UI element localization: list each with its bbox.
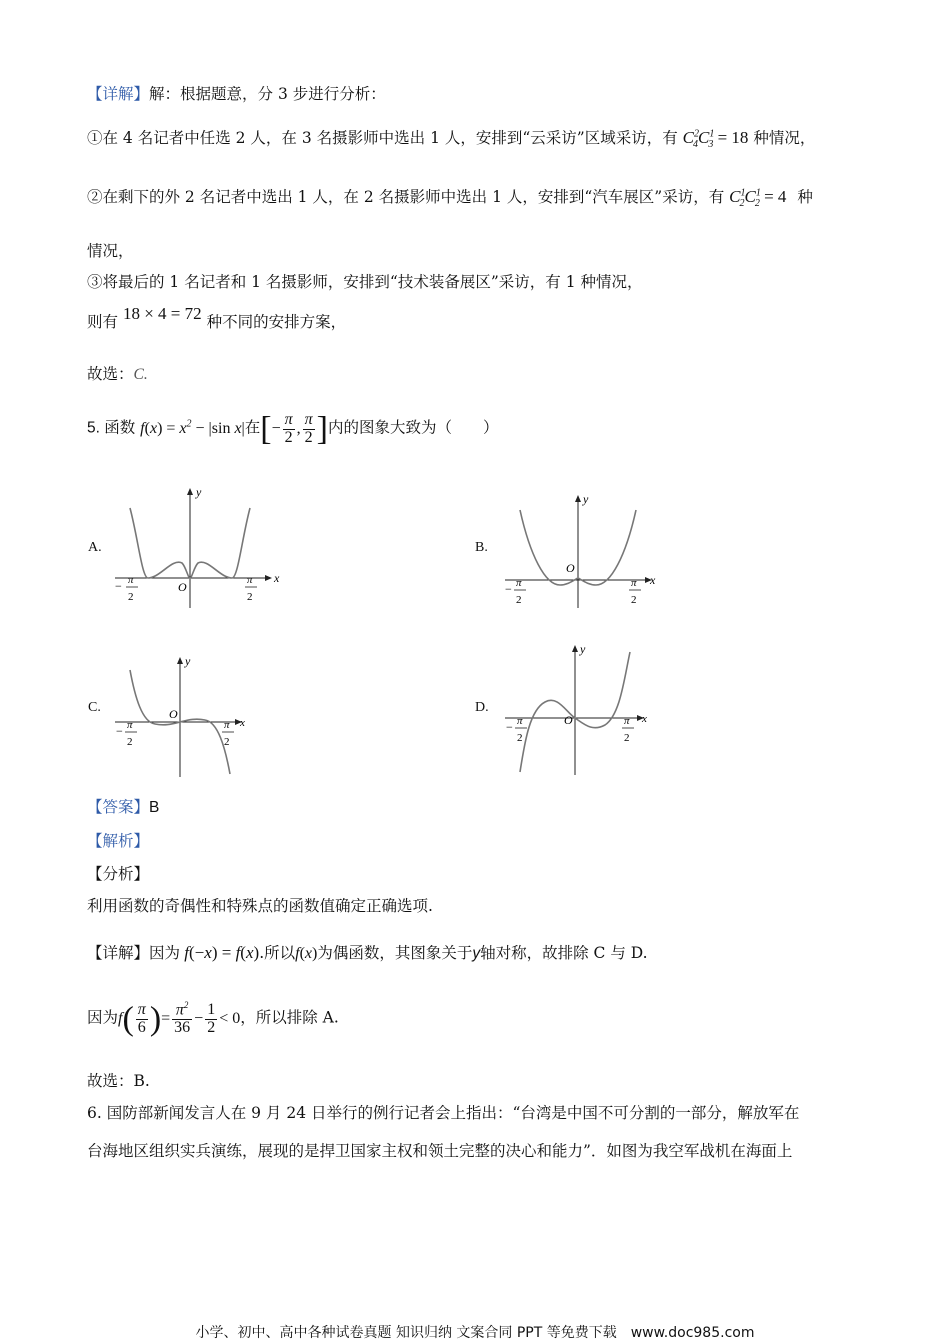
- step1-line: [87, 126, 815, 150]
- answer-value: B: [149, 799, 160, 816]
- y-label: y: [185, 654, 191, 668]
- option-a-label: A.: [88, 540, 102, 555]
- x-label: x: [642, 713, 647, 725]
- analysis-tag: 【解析】: [87, 832, 150, 850]
- q5-middle: 在: [244, 418, 261, 437]
- q5-number: 5. 函数: [87, 419, 136, 437]
- pos-pi-num: π: [224, 719, 230, 731]
- q5-function: $f(x) = x^2 - |\sin$ x|: [140, 418, 245, 437]
- even-formula: f(−x) = f(x): [180, 943, 260, 962]
- fenxi-tag: 【分析】: [87, 865, 150, 883]
- detail-y: y: [472, 945, 481, 962]
- origin-label: O: [564, 713, 573, 727]
- then-prefix: 则有: [87, 313, 119, 331]
- y-axis-arrow: [177, 657, 183, 664]
- x-label: x: [650, 573, 656, 587]
- pos-two-den: 2: [631, 594, 637, 606]
- step2-line: [87, 185, 813, 209]
- two-den: 2: [516, 594, 522, 606]
- because-line: [87, 1000, 339, 1038]
- origin-label: O: [178, 580, 187, 594]
- fenxi-text: 利用函数的奇偶性和特殊点的函数值确定正确选项.: [87, 897, 433, 915]
- then-tail: 种不同的安排方案，: [206, 313, 347, 331]
- pos-pi-num: π: [247, 574, 253, 586]
- then-formula: 18 × 4 = 72: [122, 304, 202, 323]
- y-axis-arrow: [572, 645, 578, 652]
- value-formula: f( $\frac{\pi}{6}$ )= $\frac{\pi^2}{36}$ − $\frac{1}{2}$ < 0: [118, 1000, 241, 1037]
- prev-choose: 故选：: [87, 365, 134, 383]
- pi-num: π: [517, 715, 523, 727]
- step2-text: ②在剩下的外 2 名记者中选出 1 人，在 2 名摄影师中选出 1 人，安排到“汽车展区”采访，有: [87, 188, 725, 206]
- pos-two-den: 2: [624, 732, 630, 744]
- q6-line-2: 台海地区组织实兵演练，展现的是捍卫国家主权和领土完整的决心和能力”．如图为我空军战机在海面上: [87, 1142, 793, 1160]
- prev-detail-line: [87, 82, 386, 104]
- step1-tail: 种情况，: [753, 129, 816, 147]
- y-axis-arrow: [187, 488, 193, 495]
- step3-line: ③将最后的 1 名记者和 1 名摄影师，安排到“技术装备展区”采访，有 1 种情况，: [87, 273, 643, 291]
- answer-line: [87, 795, 159, 817]
- pi-num: π: [516, 577, 522, 589]
- detail-post: 为偶函数，其图象关于: [317, 944, 473, 962]
- then-line: [87, 304, 347, 332]
- neg-half-pi-label: −: [115, 579, 122, 593]
- y-label: y: [583, 492, 589, 506]
- neg-sign: −: [116, 724, 123, 738]
- two-den: 2: [127, 736, 133, 748]
- option-d-graph: [500, 640, 660, 780]
- option-c-label: C.: [88, 700, 101, 715]
- q5-interval: [− $\frac{\pi}{2}$ , $\frac{\pi}{2}$ ]: [260, 410, 328, 447]
- option-b-graph: [500, 490, 675, 620]
- neg-sign: −: [505, 582, 512, 596]
- prev-choose-answer: C.: [133, 366, 148, 383]
- detail-intro: 解：根据题意，分 3 步进行分析：: [149, 85, 386, 103]
- detail-line: [87, 941, 648, 963]
- pi-num: π: [128, 574, 134, 586]
- detail-tag-2: 【详解】: [87, 944, 150, 962]
- y-label: y: [580, 642, 586, 656]
- step1-text: ①在 4 名记者中任选 2 人，在 3 名摄影师中选出 1 人，安排到“云采访”区域采访，有: [87, 129, 678, 147]
- detail-pre: 因为: [149, 944, 181, 962]
- step1-formula: $C^2_4C^1_3 = 18$: [682, 128, 749, 151]
- x-label: x: [240, 717, 245, 729]
- page-footer: 小学、初中、高中各种试卷真题 知识归纳 文案合同 PPT 等免费下载 www.doc985.com: [195, 1325, 755, 1341]
- option-a-graph: [110, 483, 285, 613]
- neg-sign: −: [506, 720, 513, 734]
- step2-cont: 情况，: [87, 242, 134, 260]
- step2-tail: 种: [797, 188, 813, 206]
- two-den: 2: [517, 732, 523, 744]
- y-label: y: [196, 485, 202, 499]
- pos-pi-num: π: [624, 715, 630, 727]
- detail-tag: 【详解】: [87, 85, 150, 103]
- q6-line-1: 6. 国防部新闻发言人在 9 月 24 日举行的例行记者会上指出：“台湾是中国不可分割的一部分，解放军在: [87, 1104, 800, 1122]
- two-den: 2: [128, 591, 134, 603]
- detail-mid: .所以: [259, 944, 296, 962]
- option-d-label: D.: [475, 700, 489, 715]
- y-axis-arrow: [575, 495, 581, 502]
- origin-label: O: [169, 707, 178, 721]
- pi-num: π: [127, 719, 133, 731]
- pos-two-den: 2: [224, 736, 230, 748]
- detail-end: 轴对称，故排除 C 与 D.: [480, 944, 648, 962]
- answer-tag: 【答案】: [87, 798, 150, 816]
- pos-pi-num: π: [631, 577, 637, 589]
- exclude-a: ，所以排除 A.: [240, 1008, 339, 1027]
- fx-symbol: f(x): [295, 945, 318, 962]
- q5-tail: 内的图象大致为（ ）: [327, 418, 499, 437]
- x-label: x: [274, 571, 280, 585]
- q5-line: [87, 410, 499, 448]
- pos-two-den: 2: [247, 591, 253, 603]
- choose-b: 故选：B.: [87, 1072, 150, 1090]
- origin-label: O: [566, 561, 575, 575]
- option-c-graph: [110, 652, 260, 780]
- x-axis-arrow: [265, 575, 272, 581]
- option-b-label: B.: [475, 540, 488, 555]
- because: 因为: [87, 1008, 119, 1027]
- step2-formula: $C^1_2C^1_2 = 4$: [729, 187, 787, 210]
- prev-choose-line: [87, 362, 148, 384]
